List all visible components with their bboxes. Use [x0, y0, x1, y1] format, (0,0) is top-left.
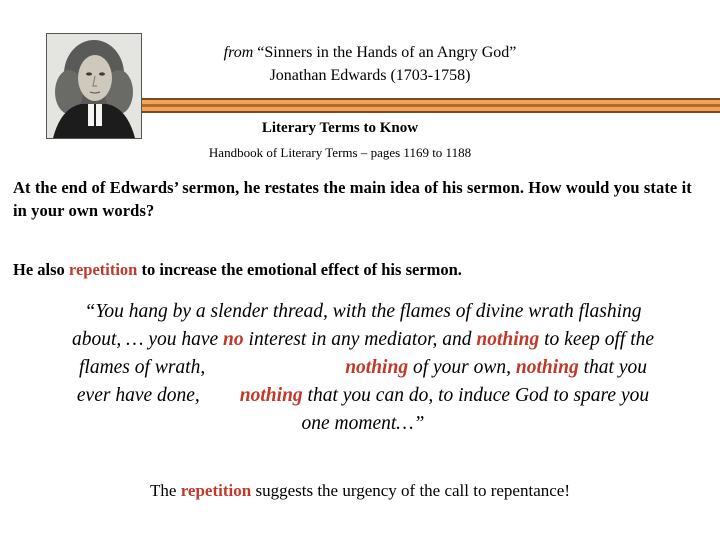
- quote-line-1: “You hang by a slender thread, with the flames of divine wrath flashing: [84, 301, 642, 322]
- quote-text: that you: [578, 357, 647, 378]
- divider-bar-inner-line: [142, 104, 720, 107]
- conclusion-term: repetition: [180, 481, 252, 500]
- quote-line-4: [18, 382, 708, 410]
- quote-text: interest in any mediator, and: [243, 329, 477, 350]
- quote-emphasis: nothing: [239, 385, 303, 406]
- conclusion-after: suggests the urgency of the call to repentance!: [251, 481, 570, 500]
- statement-after: to increase the emotional effect of his sermon.: [137, 260, 462, 279]
- statement-term: repetition: [68, 260, 138, 279]
- quote-line-2: [18, 326, 708, 354]
- quote-text: flames of wrath,: [78, 357, 206, 378]
- repetition-statement: [13, 258, 703, 281]
- author-line: Jonathan Edwards (1703-1758): [269, 67, 471, 84]
- handbook-reference: Handbook of Literary Terms – pages 1169 to 1188: [208, 145, 472, 160]
- quote-text: of your own,: [408, 357, 516, 378]
- divider-bar: [142, 98, 720, 113]
- quote-line-5: one moment…”: [301, 413, 425, 434]
- quote-emphasis: nothing: [345, 357, 409, 378]
- conclusion-line: [0, 481, 720, 501]
- author-portrait: [46, 33, 142, 139]
- statement-before: He also: [13, 260, 69, 279]
- quote-text: that you can do, to induce God to spare you: [302, 385, 650, 406]
- quote-text: to keep off the: [539, 329, 655, 350]
- title-prefix: from: [223, 44, 254, 61]
- portrait-of-jonathan-edwards-icon: [47, 34, 141, 138]
- quote-emphasis: nothing: [476, 329, 540, 350]
- literary-terms-heading: Literary Terms to Know: [261, 120, 419, 136]
- sermon-quote: [18, 298, 708, 438]
- quote-text: about, … you have: [71, 329, 224, 350]
- quote-emphasis: no: [223, 329, 244, 350]
- quote-text: ever have done,: [76, 385, 200, 406]
- conclusion-before: The: [150, 481, 181, 500]
- quote-line-3: [18, 354, 708, 382]
- discussion-question: At the end of Edwards’ sermon, he restates the main idea of his sermon. How would you state it in your own words?: [13, 178, 692, 220]
- title-text: “Sinners in the Hands of an Angry God”: [253, 44, 517, 61]
- sermon-title: [140, 44, 600, 62]
- quote-emphasis: nothing: [515, 357, 579, 378]
